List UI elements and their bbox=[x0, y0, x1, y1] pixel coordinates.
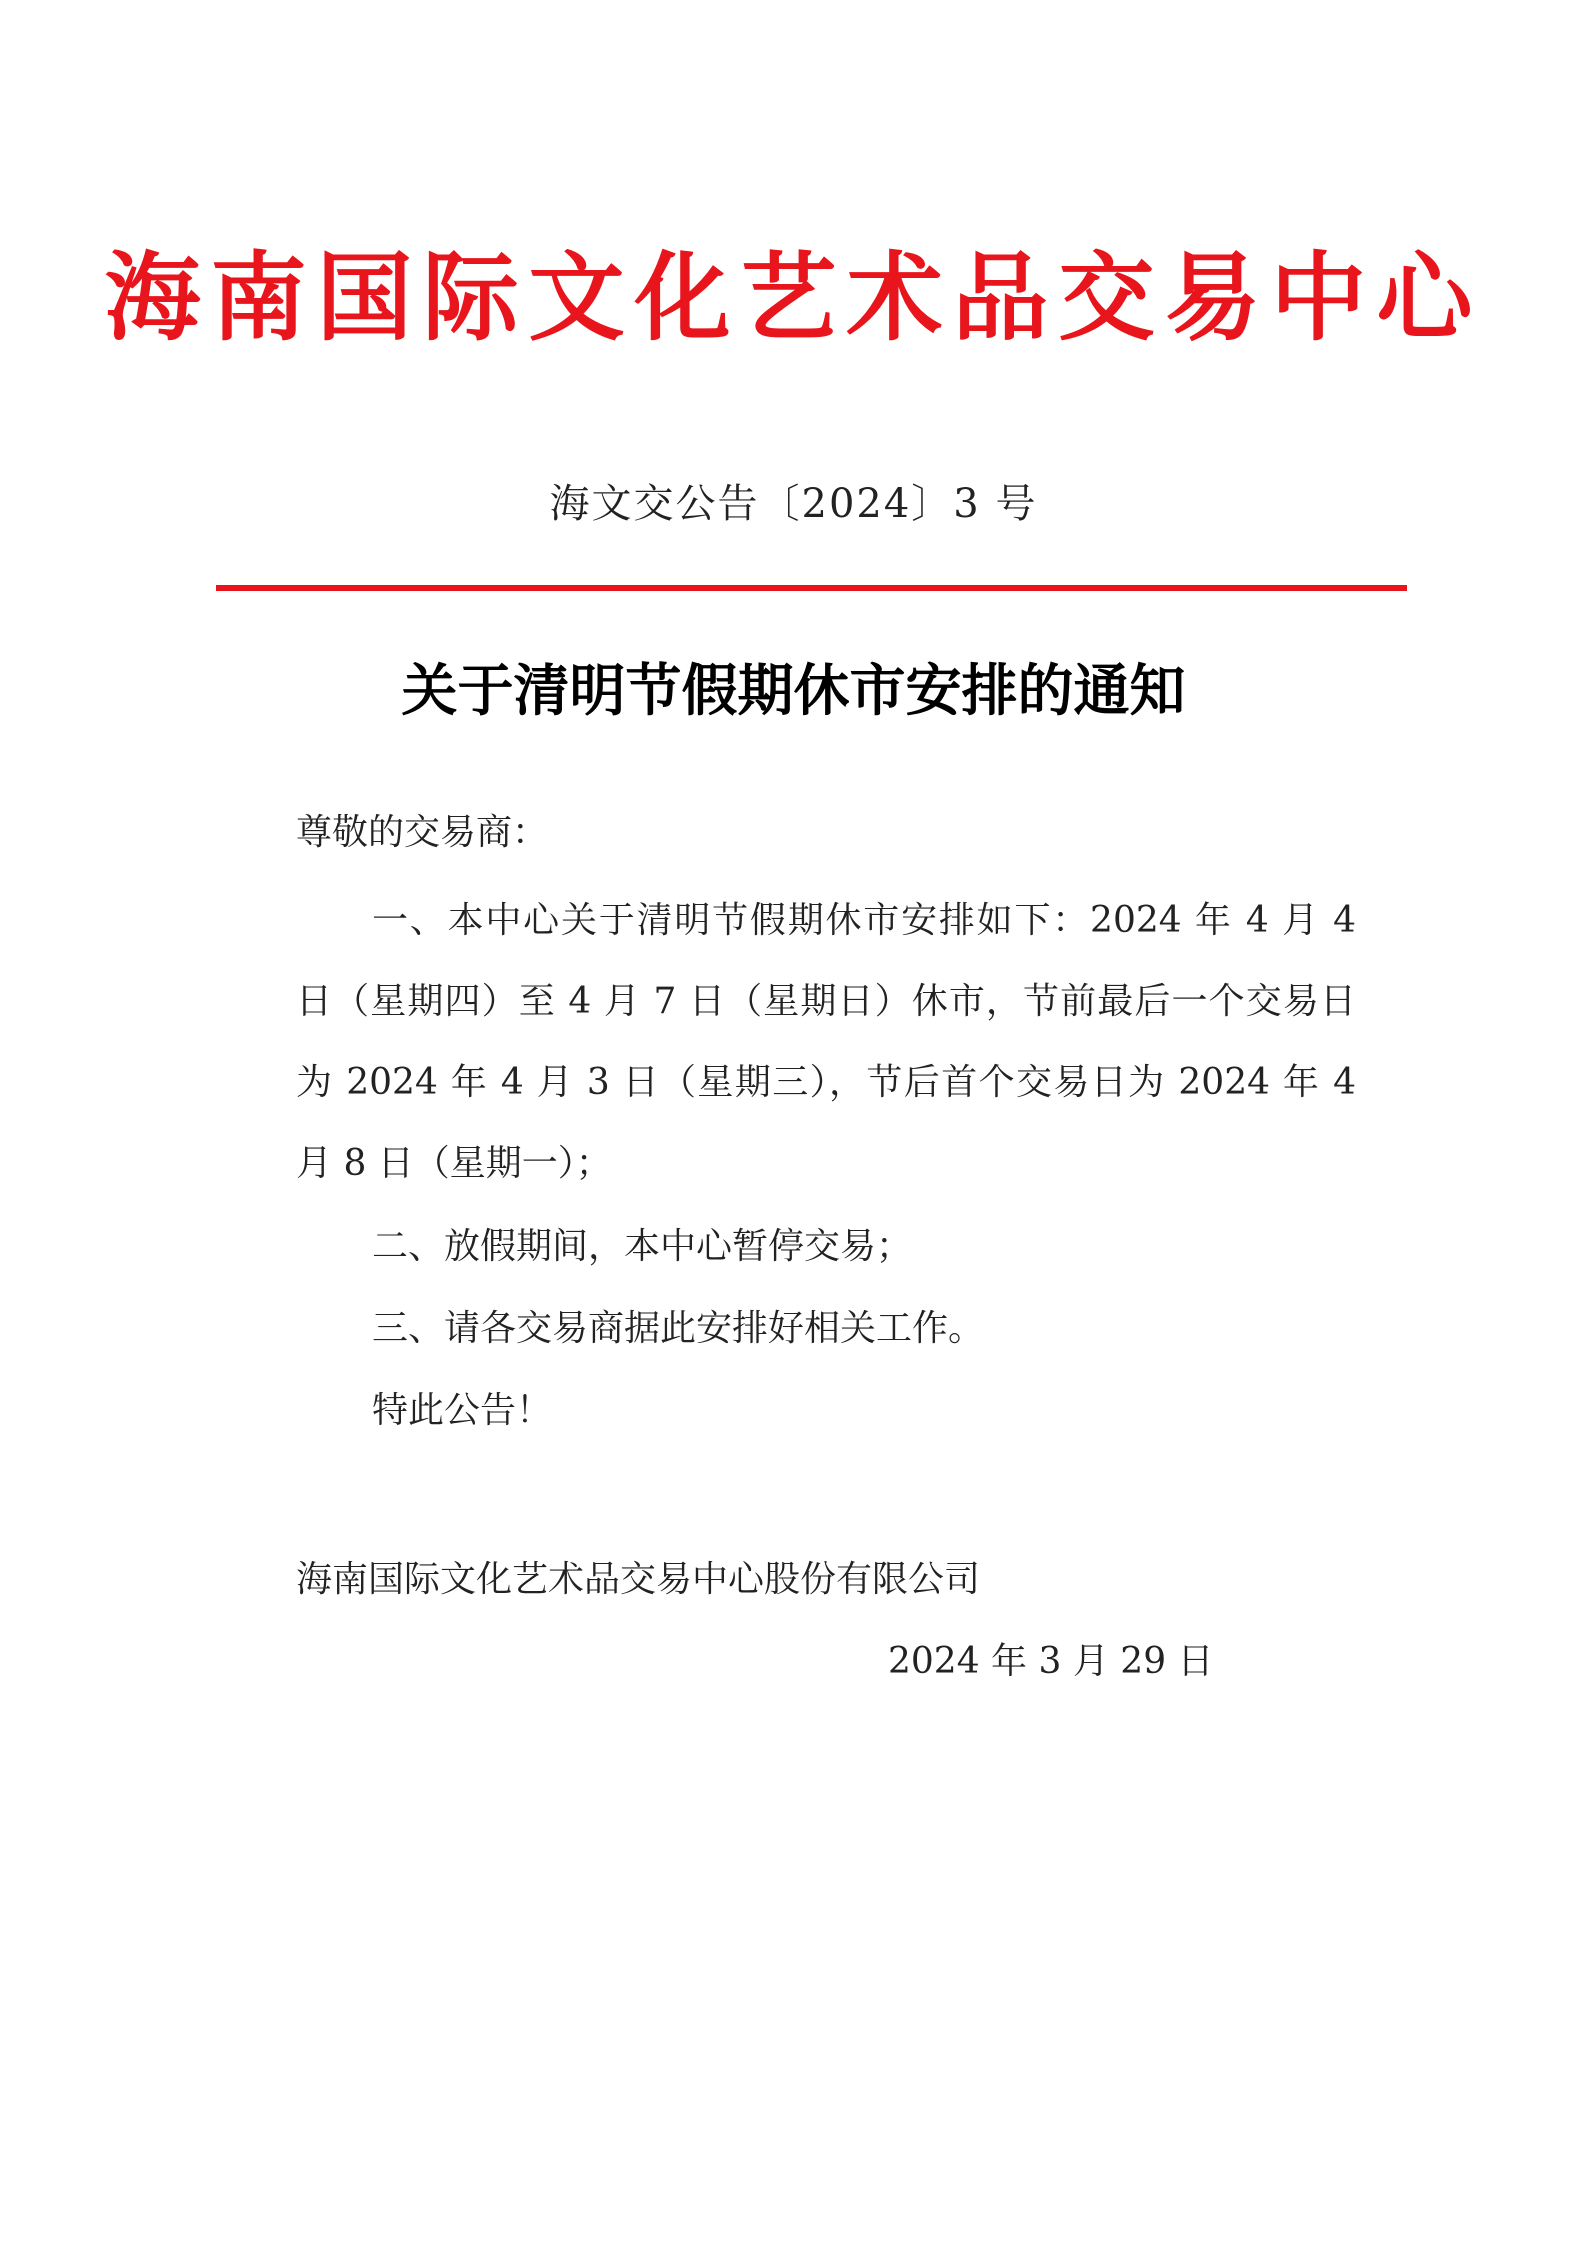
notice-title: 关于清明节假期休市安排的通知 bbox=[401, 659, 1186, 724]
document-number: 海文交公告〔2024〕3 号 bbox=[549, 481, 1038, 527]
signature-organization: 海南国际文化艺术品交易中心股份有限公司 bbox=[296, 1559, 981, 1600]
paragraph-trading-suspension: 二、放假期间，本中心暂停交易； bbox=[372, 1226, 913, 1267]
paragraph-closing: 特此公告！ bbox=[372, 1390, 553, 1431]
signature-date: 2024 年 3 月 29 日 bbox=[888, 1641, 1214, 1682]
header-divider bbox=[216, 585, 1407, 591]
salutation: 尊敬的交易商： bbox=[296, 812, 549, 853]
paragraph-arrangements: 三、请各交易商据此安排好相关工作。 bbox=[372, 1308, 985, 1349]
paragraph-schedule: 一、本中心关于清明节假期休市安排如下：2024 年 4 月 4 日（星期四）至 4 月 7 日（星期日）休市，节前最后一个交易日为 2024 年 4 月 3 日（星期三），节后首个交易日为 2024 年 4 月 8 日（星期一）； bbox=[296, 900, 1356, 1184]
organization-header: 海南国际文化艺术品交易中心 bbox=[104, 241, 1483, 354]
